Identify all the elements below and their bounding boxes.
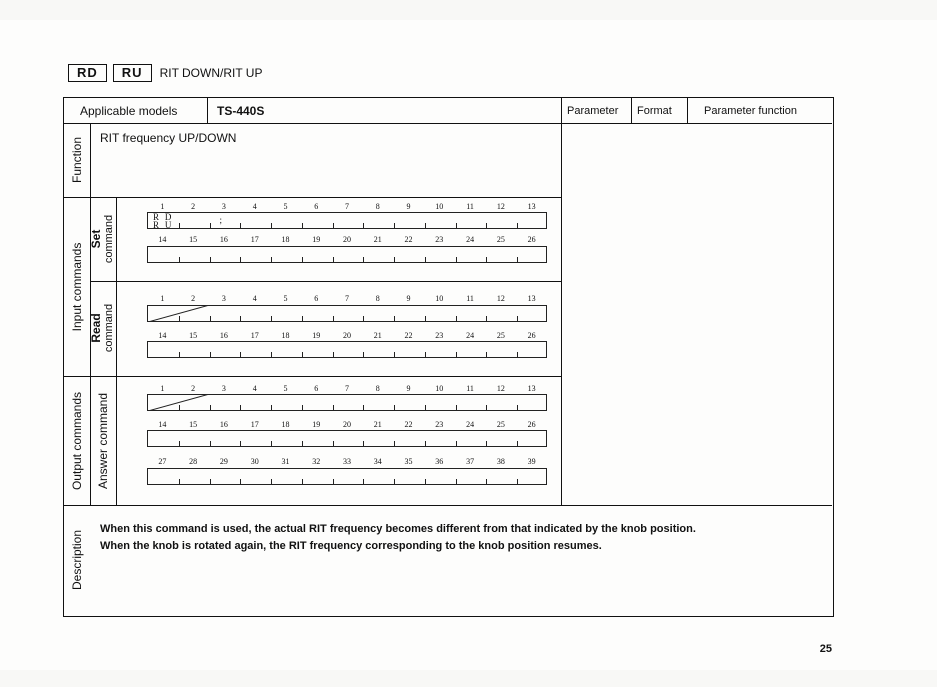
set-row1-number-13: 13 [527,202,536,211]
cell-divider [456,352,457,357]
command-table [63,97,834,617]
set-row1-number-11: 11 [466,202,474,211]
cell-divider [333,352,334,357]
cell-divider [271,223,272,228]
set-row2-number-18: 18 [281,235,290,244]
set-row2-number-22: 22 [404,235,413,244]
cell-divider [394,479,395,484]
input-commands-label: Input commands [70,242,84,332]
answer-row3-number-29: 29 [219,457,228,466]
read-command-grid-2 [147,341,547,358]
cell-divider [456,479,457,484]
cell-divider [240,405,241,410]
cell-divider [210,405,211,410]
set-row1-number-4: 4 [252,202,257,211]
answer-row3-number-37: 37 [466,457,475,466]
read-row1-number-5: 5 [283,294,288,303]
read-row1-number-12: 12 [496,294,505,303]
answer-row1-number-3: 3 [221,384,226,393]
answer-row3-number-38: 38 [496,457,505,466]
cell-divider [210,316,211,321]
cell-divider [363,257,364,262]
cell-divider [517,316,518,321]
read-row1-number-10: 10 [435,294,444,303]
set-cell-u: U [164,220,172,230]
cell-divider [333,441,334,446]
cell-divider [271,352,272,357]
function-text: RIT frequency UP/DOWN [100,131,237,145]
cell-divider [363,441,364,446]
set-row1-number-3: 3 [221,202,226,211]
read-row2-number-18: 18 [281,331,290,340]
cell-divider [425,405,426,410]
cell-divider [271,479,272,484]
answer-row1-number-11: 11 [466,384,474,393]
cell-divider [363,405,364,410]
description-line-2: When the knob is rotated again, the RIT frequency corresponding to the knob position resumes. [100,540,602,552]
cell-divider [179,441,180,446]
cell-divider [486,223,487,228]
cell-divider [210,257,211,262]
cell-divider [179,257,180,262]
function-label: Function [70,136,84,184]
cell-divider [302,479,303,484]
cell-divider [240,441,241,446]
description-label: Description [70,529,84,591]
answer-row3-number-28: 28 [189,457,198,466]
read-row1-number-9: 9 [406,294,411,303]
description-text [100,521,696,555]
set-row1-number-7: 7 [345,202,349,211]
cell-divider [486,405,487,410]
set-command-label-1: Set [89,229,103,249]
set-command-label-2: command [103,214,115,264]
cell-divider [271,257,272,262]
answer-row3-number-31: 31 [281,457,290,466]
cell-divider [425,257,426,262]
set-cell-terminator: ; [219,215,223,225]
read-row2-number-23: 23 [435,331,444,340]
cell-divider [302,405,303,410]
set-row2-number-19: 19 [312,235,321,244]
read-command-label-1: Read [89,313,103,343]
answer-row3-number-34: 34 [373,457,382,466]
answer-row2-number-21: 21 [373,420,382,429]
set-row1-number-10: 10 [435,202,444,211]
set-command-grid-1 [147,212,547,229]
cell-divider [363,223,364,228]
read-row1-number-13: 13 [527,294,536,303]
cell-divider [240,479,241,484]
cell-divider [486,257,487,262]
cell-divider [486,441,487,446]
cell-divider [394,316,395,321]
answer-row1-number-1: 1 [160,384,165,393]
cell-divider [517,223,518,228]
answer-row1-number-7: 7 [345,384,349,393]
set-row1-number-9: 9 [406,202,411,211]
read-row1-number-2: 2 [191,294,196,303]
read-row1-number-6: 6 [314,294,319,303]
read-row2-number-26: 26 [527,331,536,340]
cell-divider [363,316,364,321]
answer-row2-number-26: 26 [527,420,536,429]
answer-row2-number-19: 19 [312,420,321,429]
read-row2-number-25: 25 [496,331,505,340]
cell-divider [240,352,241,357]
answer-row1-number-10: 10 [435,384,444,393]
set-cell-d: D [164,212,172,222]
command-header [68,64,262,82]
model-name: TS-440S [217,104,265,118]
set-row2-number-23: 23 [435,235,444,244]
set-row2-number-24: 24 [466,235,475,244]
set-row2-number-17: 17 [250,235,259,244]
cell-divider [517,441,518,446]
read-row2-number-17: 17 [250,331,259,340]
read-row1-number-1: 1 [160,294,165,303]
set-row1-number-6: 6 [314,202,319,211]
cell-divider [179,479,180,484]
cell-divider [302,257,303,262]
answer-row1-number-5: 5 [283,384,288,393]
parameter-header: Parameter [567,105,619,117]
answer-command-label: Answer command [96,392,110,490]
cell-divider [517,257,518,262]
set-row1-number-1: 1 [160,202,165,211]
cell-divider [363,479,364,484]
cell-divider [456,316,457,321]
answer-command-grid-3 [147,468,547,485]
read-row1-number-4: 4 [252,294,257,303]
answer-row1-number-2: 2 [191,384,196,393]
cell-divider [179,223,180,228]
cell-divider [179,316,180,321]
read-row1-number-8: 8 [375,294,380,303]
cell-divider [210,223,211,228]
answer-row2-number-16: 16 [219,420,228,429]
cell-divider [486,316,487,321]
answer-row2-number-18: 18 [281,420,290,429]
answer-row1-number-9: 9 [406,384,411,393]
applicable-models-label: Applicable models [80,104,178,118]
cell-divider [456,405,457,410]
set-row2-number-15: 15 [189,235,198,244]
set-command-grid-2 [147,246,547,263]
set-row1-number-2: 2 [191,202,196,211]
read-row1-number-11: 11 [466,294,474,303]
set-row2-number-25: 25 [496,235,505,244]
answer-row3-number-27: 27 [158,457,167,466]
answer-row2-number-20: 20 [343,420,351,429]
cell-divider [210,479,211,484]
cell-divider [333,316,334,321]
answer-row1-number-12: 12 [496,384,505,393]
page-number: 25 [819,643,832,655]
cell-divider [425,479,426,484]
cell-divider [456,441,457,446]
cell-divider [333,479,334,484]
output-commands-label: Output commands [70,391,84,491]
answer-command-grid-1 [147,394,547,411]
read-row2-number-20: 20 [343,331,351,340]
set-row1-number-8: 8 [375,202,380,211]
cell-divider [179,405,180,410]
command-code-rd: RD [68,64,107,82]
answer-row2-number-22: 22 [404,420,413,429]
format-header: Format [637,105,672,117]
command-code-ru: RU [113,64,152,82]
read-row2-number-24: 24 [466,331,475,340]
set-row2-number-20: 20 [343,235,351,244]
answer-row3-number-39: 39 [527,457,536,466]
command-title: RIT DOWN/RIT UP [159,66,263,80]
cell-divider [425,223,426,228]
answer-command-grid-2 [147,430,547,447]
set-row1-number-12: 12 [496,202,505,211]
answer-row1-number-8: 8 [375,384,380,393]
cell-divider [456,223,457,228]
cell-divider [333,257,334,262]
set-row2-number-26: 26 [527,235,536,244]
cell-divider [302,352,303,357]
cell-divider [302,316,303,321]
cell-divider [394,405,395,410]
cell-divider [394,441,395,446]
set-row2-number-16: 16 [219,235,228,244]
answer-row2-number-15: 15 [189,420,198,429]
answer-row3-number-30: 30 [250,457,259,466]
cell-divider [271,316,272,321]
description-line-1: When this command is used, the actual RIT frequency becomes different from that indicated by the knob position. [100,523,696,535]
read-row2-number-14: 14 [158,331,167,340]
cell-divider [240,223,241,228]
read-row2-number-16: 16 [219,331,228,340]
set-cell-r-bottom: R [153,220,160,230]
read-command-grid-1 [147,305,547,322]
cell-divider [394,352,395,357]
cell-divider [425,352,426,357]
answer-row3-number-35: 35 [404,457,413,466]
cell-divider [486,479,487,484]
answer-row1-number-13: 13 [527,384,536,393]
answer-row2-number-17: 17 [250,420,259,429]
cell-divider [302,441,303,446]
cell-divider [210,352,211,357]
read-row2-number-22: 22 [404,331,413,340]
cell-divider [302,223,303,228]
read-row2-number-19: 19 [312,331,321,340]
cell-divider [517,405,518,410]
answer-row2-number-24: 24 [466,420,475,429]
cell-divider [179,352,180,357]
answer-row2-number-14: 14 [158,420,167,429]
read-command-label-2: command [103,303,115,353]
cell-divider [271,441,272,446]
answer-row2-number-23: 23 [435,420,444,429]
read-row2-number-15: 15 [189,331,198,340]
cell-divider [425,316,426,321]
cell-divider [333,223,334,228]
parameter-function-header: Parameter function [704,105,797,117]
set-row2-number-14: 14 [158,235,167,244]
set-row1-number-5: 5 [283,202,288,211]
cell-divider [486,352,487,357]
cell-divider [425,441,426,446]
cell-divider [240,257,241,262]
cell-divider [394,257,395,262]
cell-divider [240,316,241,321]
cell-divider [517,352,518,357]
cell-divider [363,352,364,357]
cell-divider [210,441,211,446]
answer-row3-number-32: 32 [312,457,321,466]
answer-row3-number-33: 33 [343,457,351,466]
answer-row2-number-25: 25 [496,420,505,429]
read-row1-number-3: 3 [221,294,226,303]
set-row2-number-21: 21 [373,235,382,244]
set-cell-r-top: R [153,212,160,222]
answer-row1-number-6: 6 [314,384,319,393]
cell-divider [271,405,272,410]
cell-divider [456,257,457,262]
cell-divider [333,405,334,410]
answer-row1-number-4: 4 [252,384,257,393]
answer-row3-number-36: 36 [435,457,444,466]
read-row2-number-21: 21 [373,331,382,340]
cell-divider [517,479,518,484]
cell-divider [394,223,395,228]
read-row1-number-7: 7 [345,294,349,303]
